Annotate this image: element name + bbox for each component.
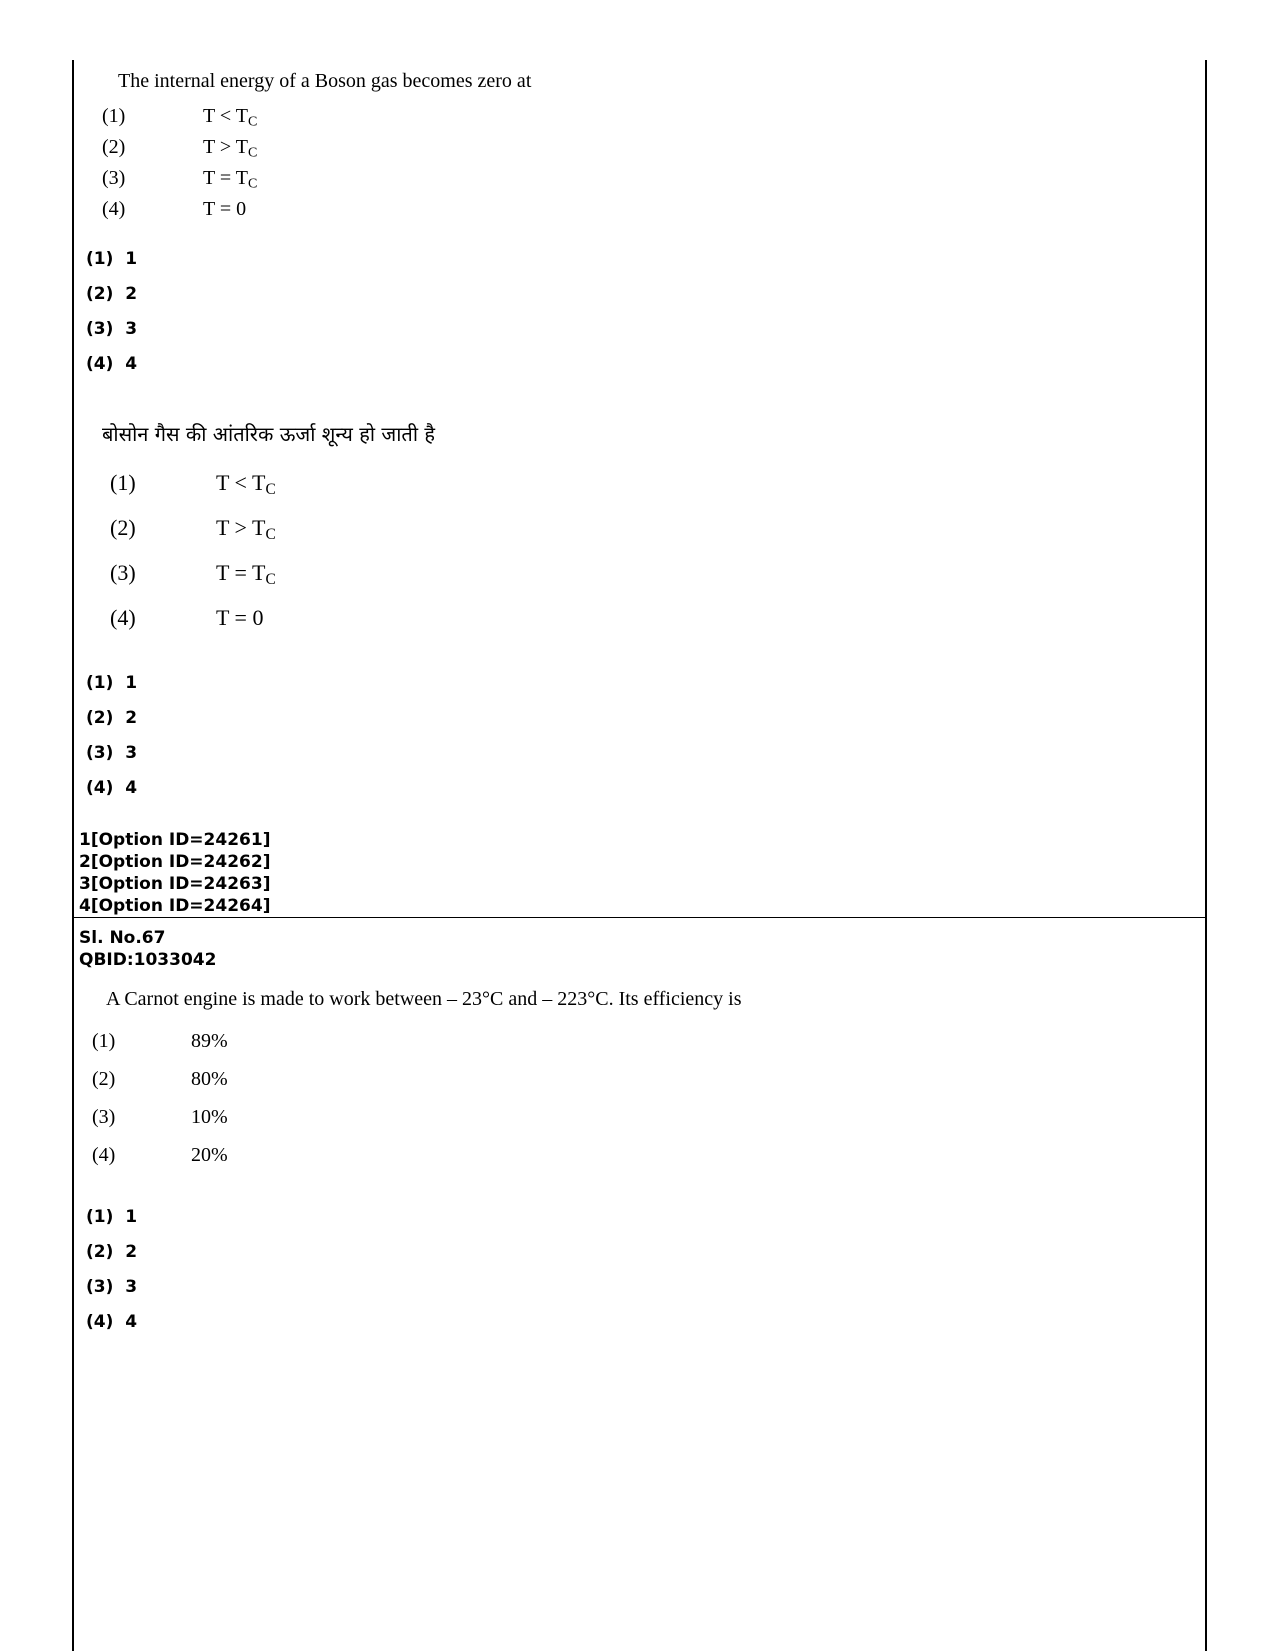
option-value: $T > T_C$ [203, 136, 258, 161]
option-value: 89% [191, 1030, 228, 1052]
answer-choice: (2) 2 [86, 284, 138, 304]
option-id: 1[Option ID=24261] [79, 830, 271, 850]
option-value: $T > T_C$ [216, 515, 276, 543]
option-id: 2[Option ID=24262] [79, 852, 271, 872]
option-id: 4[Option ID=24264] [79, 896, 271, 916]
answer-choice: (1) 1 [86, 249, 138, 269]
option-number: (4) [102, 198, 126, 220]
option-value: 80% [191, 1068, 228, 1090]
option-number: (3) [110, 560, 136, 585]
answer-choice: (4) 4 [86, 778, 138, 798]
option-number: (2) [92, 1068, 116, 1090]
question-text-hindi: बोसोन गैस की आंतरिक ऊर्जा शून्य हो जाती है [102, 422, 435, 446]
answer-choice: (1) 1 [86, 673, 138, 693]
qbid: QBID:1033042 [79, 950, 217, 970]
option-value: 20% [191, 1144, 228, 1166]
option-number: (3) [102, 167, 126, 189]
option-number: (3) [92, 1106, 116, 1128]
answer-choice: (1) 1 [86, 1207, 138, 1227]
answer-choice: (3) 3 [86, 1277, 138, 1297]
option-number: (1) [110, 470, 136, 495]
answer-choice: (3) 3 [86, 743, 138, 763]
option-value: $T = T_C$ [216, 560, 276, 588]
question-divider [73, 917, 1206, 918]
option-value: $T < T_C$ [203, 105, 258, 130]
option-number: (4) [92, 1144, 116, 1166]
answer-choice: (3) 3 [86, 319, 138, 339]
option-value: T = 0 [216, 605, 264, 630]
option-number: (2) [102, 136, 126, 158]
answer-choice: (4) 4 [86, 354, 138, 374]
option-id-list [79, 829, 270, 917]
page-border-right [1205, 60, 1207, 1651]
option-number: (1) [92, 1030, 116, 1052]
serial-number: Sl. No.67 [79, 928, 166, 948]
answer-choice: (2) 2 [86, 1242, 138, 1262]
option-number: (2) [110, 515, 136, 540]
option-number: (4) [110, 605, 136, 630]
option-value: T = 0 [203, 198, 247, 220]
option-value: 10% [191, 1106, 228, 1128]
page-border-left [72, 60, 74, 1651]
question-text-english: A Carnot engine is made to work between – 23°C and – 223°C. Its efficiency is [106, 988, 742, 1010]
option-value: $T < T_C$ [216, 470, 276, 498]
option-number: (1) [102, 105, 126, 127]
answer-choice: (4) 4 [86, 1312, 138, 1332]
question-text-english: The internal energy of a Boson gas becomes zero at [118, 70, 532, 92]
question-header [79, 927, 216, 971]
answer-choice: (2) 2 [86, 708, 138, 728]
option-id: 3[Option ID=24263] [79, 874, 271, 894]
option-value: $T = T_C$ [203, 167, 258, 192]
